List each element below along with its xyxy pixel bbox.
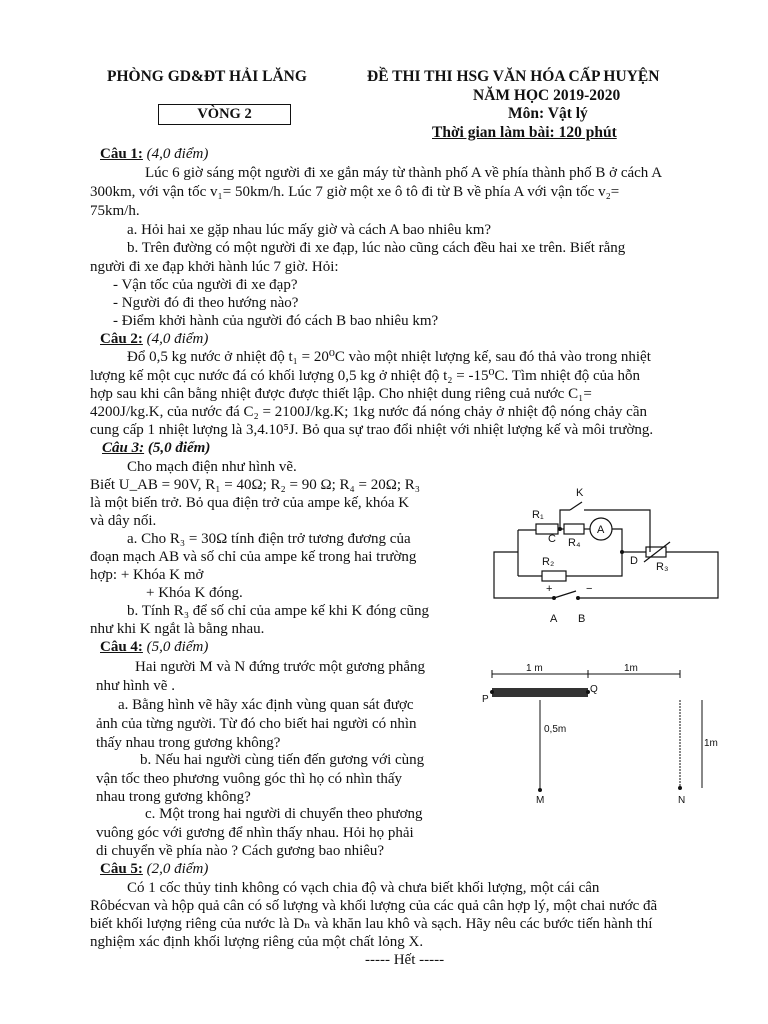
q3-line: Cho mạch điện như hình vẽ. xyxy=(127,459,297,475)
label-plus: + xyxy=(546,583,553,595)
label-1m-left: 1 m xyxy=(526,663,543,674)
q5-line: Có 1 cốc thủy tinh không có vạch chia độ và chưa biết khối lượng, một cái cân xyxy=(127,880,600,896)
q4-line: vận tốc theo phương vuông góc thì họ có nhìn thấy xyxy=(96,771,403,787)
question-5-heading xyxy=(100,861,208,878)
q1-line: Lúc 6 giờ sáng một người đi xe gắn máy từ thành phố A về phía thành phố B ở cách A xyxy=(145,165,663,181)
q4-part-a: a. Bằng hình vẽ hãy xác định vùng quan sát được xyxy=(118,697,414,713)
question-points: (5,0 điểm) xyxy=(146,639,209,655)
label-r4: R₄ xyxy=(568,537,581,549)
mirror-diagram xyxy=(480,656,730,816)
q3-line: như khi K ngắt là bằng nhau. xyxy=(90,621,265,637)
circuit-diagram xyxy=(480,478,730,628)
label-m: M xyxy=(536,795,545,806)
q4-line: Hai người M và N đứng trước một gương phẳng xyxy=(135,659,426,675)
question-title: Câu 3: xyxy=(102,440,145,456)
q3-line: Biết U_AB = 90V, R₁ = 40Ω; R₂ = 90 Ω; R₄ = 20Ω; R₃ xyxy=(90,477,421,493)
label-r1: R₁ xyxy=(532,509,544,521)
round-label: VÒNG 2 xyxy=(197,106,252,122)
question-points: (2,0 điểm) xyxy=(146,861,209,877)
mirror-pq xyxy=(492,688,588,697)
q1-sub-item: - Điểm khởi hành của người đó cách B bao nhiêu km? xyxy=(113,313,439,329)
question-2-heading xyxy=(100,331,208,348)
label-q: Q xyxy=(590,684,598,695)
q4-line: di chuyển về phía nào ? Cách gương bao nhiêu? xyxy=(96,843,385,859)
q1-sub-item: - Người đó đi theo hướng nào? xyxy=(113,295,299,311)
label-minus: − xyxy=(586,583,593,595)
q4-line: nhau trong gương không? xyxy=(96,789,251,805)
label-r2: R₂ xyxy=(542,556,555,568)
q1-part-a: a. Hỏi hai xe gặp nhau lúc mấy giờ và cách A bao nhiêu km? xyxy=(127,222,492,238)
q3-line: và dây nối. xyxy=(90,513,157,529)
switch-k xyxy=(570,502,582,510)
q3-line: hợp: + Khóa K mở xyxy=(90,567,204,583)
label-c: C xyxy=(548,533,556,545)
q4-part-b: b. Nếu hai người cùng tiến đến gương với cùng xyxy=(140,752,425,768)
question-3-heading xyxy=(102,440,210,457)
q3-part-b: b. Tính R₃ để số chỉ của ampe kế khi K đóng cũng xyxy=(127,603,429,619)
label-p: P xyxy=(482,694,489,705)
q2-line: hợp sau khi cân bằng nhiệt được được thiết lập. Cho nhiệt dung riêng cuả nước C₁= xyxy=(90,386,592,402)
q4-line: như hình vẽ . xyxy=(96,678,175,694)
q2-line: 4200J/kg.K, của nước đá C₂ = 2100J/kg.K; 1kg nước đá nóng chảy ở nhiệt độ nóng chảy cần xyxy=(90,404,647,420)
time-limit: Thời gian làm bài: 120 phút xyxy=(432,124,617,141)
label-d: D xyxy=(630,555,638,567)
department-name: PHÒNG GD&ĐT HẢI LĂNG xyxy=(107,68,307,85)
question-1-heading xyxy=(100,146,208,163)
question-title: Câu 4: xyxy=(100,639,143,655)
question-title: Câu 5: xyxy=(100,861,143,877)
terminal-b: B xyxy=(578,613,586,625)
label-r3: R₃ xyxy=(656,561,669,573)
q1-line: 300km, với vận tốc v₁= 50km/h. Lúc 7 giờ một xe ô tô đi từ B về phía A với vận tốc v₂= xyxy=(90,184,620,200)
q4-line: thấy nhau trong gương không? xyxy=(96,735,281,751)
label-n: N xyxy=(678,795,686,806)
q5-line: Rôbécvan và hộp quả cân có số lượng và khối lượng của các quả cân hợp lý, một chai nước đã xyxy=(90,898,658,914)
subject: Môn: Vật lý xyxy=(508,105,588,122)
resistor-r3 xyxy=(646,547,666,557)
ammeter-label: A xyxy=(597,524,605,536)
q3-line: + Khóa K đóng. xyxy=(146,585,243,601)
label-1m-right: 1m xyxy=(624,663,638,674)
q2-line: Đổ 0,5 kg nước ở nhiệt độ t₁ = 20⁰C vào một nhiệt lượng kế, sau đó thả vào trong nhiệt xyxy=(127,349,651,365)
terminal-a: A xyxy=(550,613,558,625)
q1-sub-item: - Vận tốc của người đi xe đạp? xyxy=(113,277,298,293)
resistor-r2 xyxy=(542,571,566,581)
question-4-heading xyxy=(100,639,208,656)
q4-line: ảnh của từng người. Từ đó cho biết hai người có nhìn xyxy=(96,716,417,732)
q4-line: vuông góc với gương để nhìn thấy nhau. Hỏi họ phải xyxy=(96,825,414,841)
question-points: (4,0 điểm) xyxy=(146,146,209,162)
q5-line: nghiệm xác định khối lượng riêng của một chất lỏng X. xyxy=(90,934,424,950)
q3-line: đoạn mạch AB và số chỉ của ampe kế trong hai trường xyxy=(90,549,417,565)
question-title: Câu 1: xyxy=(100,146,143,162)
q1-line: người đi xe đạp khởi hành lúc 7 giờ. Hỏi: xyxy=(90,259,339,275)
question-title: Câu 2: xyxy=(100,331,143,347)
end-marker: ----- Hết ----- xyxy=(365,952,445,968)
label-1m-vertical: 1m xyxy=(704,738,718,749)
question-points: (4,0 điểm) xyxy=(146,331,209,347)
exam-title: ĐỀ THI THI HSG VĂN HÓA CẤP HUYỆN xyxy=(367,68,660,85)
q1-part-b: b. Trên đường có một người đi xe đạp, lúc nào cũng cách đều hai xe trên. Biết rằng xyxy=(127,240,626,256)
round-box xyxy=(158,104,291,125)
q4-part-c: c. Một trong hai người di chuyển theo phương xyxy=(145,806,423,822)
q2-line: lượng kế một cục nước đá có khối lượng 0,5 kg ở nhiệt độ t₂ = -15⁰C. Tìm nhiệt độ của hỗn xyxy=(90,368,641,384)
q3-part-a: a. Cho R₃ = 30Ω tính điện trở tương đương của xyxy=(127,531,411,547)
school-year: NĂM HỌC 2019-2020 xyxy=(473,87,621,104)
question-points: (5,0 điểm) xyxy=(147,440,211,456)
q1-line: 75km/h. xyxy=(90,203,140,219)
label-k: K xyxy=(576,487,584,499)
label-half-m: 0,5m xyxy=(544,724,567,735)
resistor-r4 xyxy=(564,524,584,534)
q5-line: biết khối lượng riêng của nước là Dₙ và khăn lau khô và sạch. Hãy nêu các bước tiến hành thí xyxy=(90,916,653,932)
q3-line: là một biến trở. Bỏ qua điện trở của ampe kế, khóa K xyxy=(90,495,410,511)
q2-line: cung cấp 1 nhiệt lượng là 3,4.10⁵J. Bỏ qua sự trao đổi nhiệt với nhiệt lượng kế và môi trường. xyxy=(90,422,654,438)
